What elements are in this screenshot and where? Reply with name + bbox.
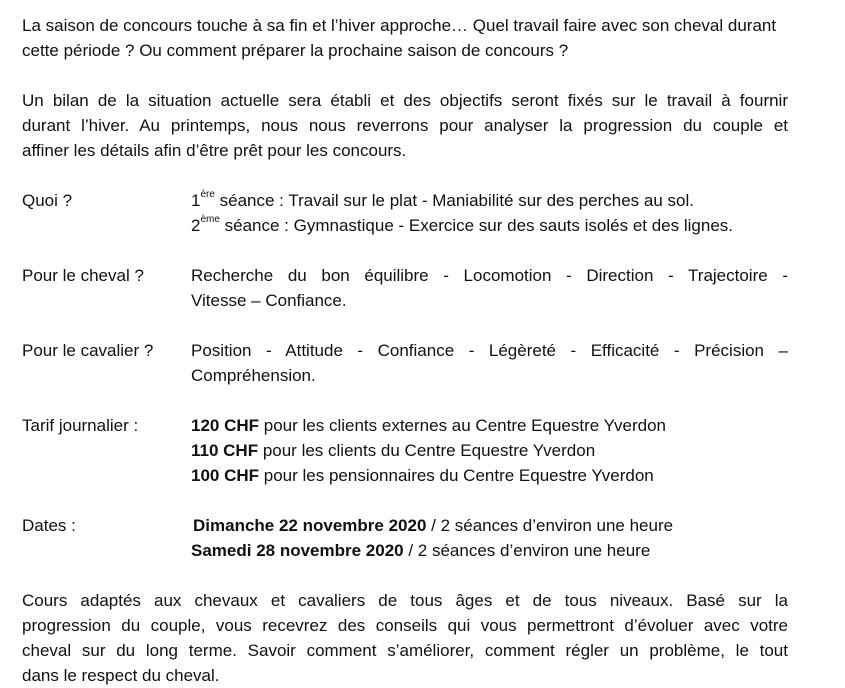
tarif-text: pour les pensionnaires du Centre Equestre Yverdon <box>259 466 654 485</box>
tarif-price: 100 CHF <box>191 466 260 485</box>
cavalier-line-2: Compréhension. <box>191 366 316 385</box>
dates-content <box>191 513 788 563</box>
session-2 <box>191 213 788 238</box>
outro-line-1: Cours adaptés aux chevaux et cavaliers de tous âges et de tous niveaux. Basé sur la <box>22 591 788 610</box>
session-1-number: 1 <box>191 191 201 210</box>
tarif-price: 120 CHF <box>191 416 260 435</box>
session-1 <box>191 188 788 213</box>
cavalier-section <box>22 338 788 388</box>
date-text: / 2 séances d’environ une heure <box>426 516 674 535</box>
date-item <box>191 538 788 563</box>
dates-section <box>22 513 788 563</box>
session-1-ordinal: ère <box>200 189 215 201</box>
date-value: Samedi 28 novembre 2020 <box>191 541 404 560</box>
document-page <box>22 13 788 688</box>
tarif-item <box>191 438 788 463</box>
outro-line-4: dans le respect du cheval. <box>22 666 220 685</box>
tarif-item <box>191 413 788 438</box>
tarif-price: 110 CHF <box>191 441 259 460</box>
cheval-content <box>191 263 788 313</box>
session-2-ordinal: ème <box>200 214 220 226</box>
session-2-number: 2 <box>191 216 201 235</box>
intro-paragraph-2-line-3: affiner les détails afin d’être prêt pour les concours. <box>22 141 407 160</box>
outro-line-3: cheval sur du long terme. Savoir comment s’améliorer, comment régler un problème, le tout <box>22 641 788 660</box>
cheval-label: Pour le cheval ? <box>22 266 144 285</box>
intro-paragraph-2-line-2: durant l’hiver. Au printemps, nous nous reverrons pour analyser la progression du couple et <box>22 116 788 135</box>
tarif-content <box>191 413 788 488</box>
tarif-section <box>22 413 788 488</box>
outro-line-2: progression du couple, vous recevrez des conseils qui vous permettront d’évoluer avec votre <box>22 616 788 635</box>
cavalier-label: Pour le cavalier ? <box>22 341 154 360</box>
cavalier-line-1: Position - Attitude - Confiance - Légèreté - Efficacité - Précision – <box>191 341 788 360</box>
cheval-section <box>22 263 788 313</box>
session-2-text: séance : Gymnastique - Exercice sur des sauts isolés et des lignes. <box>219 216 733 235</box>
tarif-text: pour les clients du Centre Equestre Yverdon <box>258 441 596 460</box>
dates-label: Dates : <box>22 516 76 535</box>
cheval-line-1: Recherche du bon équilibre - Locomotion - Direction - Trajectoire - <box>191 266 788 285</box>
intro-paragraph-2-line-1: Un bilan de la situation actuelle sera établi et des objectifs seront fixés sur le travail à fournir <box>22 91 788 110</box>
session-1-text: séance : Travail sur le plat - Maniabilité sur des perches au sol. <box>214 191 694 210</box>
tarif-label: Tarif journalier : <box>22 416 139 435</box>
quoi-label: Quoi ? <box>22 191 73 210</box>
tarif-text: pour les clients externes au Centre Equestre Yverdon <box>259 416 667 435</box>
outro-paragraph <box>22 588 788 688</box>
cavalier-content <box>191 338 788 388</box>
cheval-line-2: Vitesse – Confiance. <box>191 291 347 310</box>
intro-paragraph-2 <box>22 88 788 163</box>
tarif-item <box>191 463 788 488</box>
quoi-section <box>22 188 788 238</box>
date-value: Dimanche 22 novembre 2020 <box>193 516 427 535</box>
date-item <box>191 513 788 538</box>
quoi-content <box>191 188 788 238</box>
date-text: / 2 séances d’environ une heure <box>403 541 651 560</box>
intro-paragraph-1: La saison de concours touche à sa fin et l’hiver approche… Quel travail faire avec son cheval durant cette période ? Ou comment préparer la prochaine saison de concours ? <box>22 16 777 60</box>
